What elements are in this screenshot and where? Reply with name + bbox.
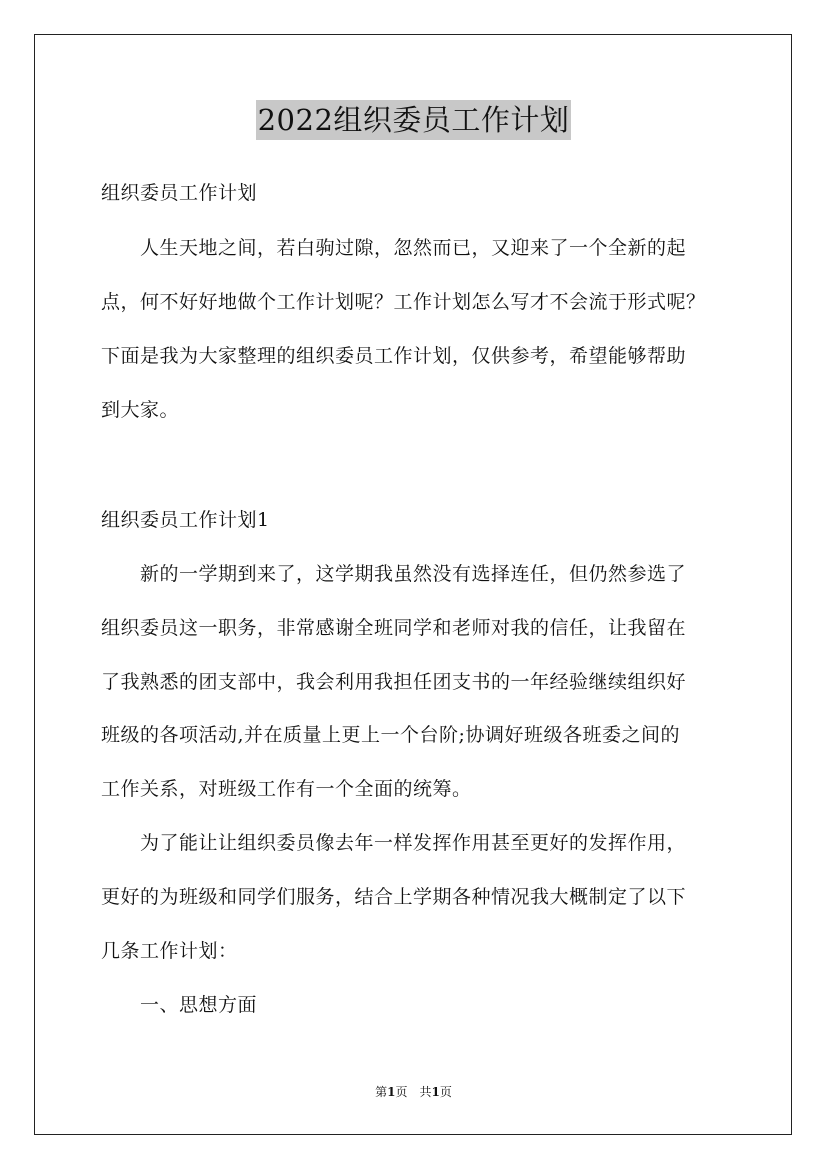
paragraph-line: 为了能让让组织委员像去年一样发挥作用甚至更好的发挥作用， [101, 832, 687, 854]
paragraph-line: 下面是我为大家整理的组织委员工作计划，仅供参考，希望能够帮助 [101, 345, 687, 367]
footer-total-pages: 1 [431, 1085, 440, 1099]
paragraph-line: 组织委员这一职务，非常感谢全班同学和老师对我的信任，让我留在 [101, 617, 687, 639]
paragraph-line: 班级的各项活动,并在质量上更上一个台阶;协调好班级各班委之间的 [101, 724, 680, 746]
section-heading: 组织委员工作计划 [101, 182, 258, 204]
paragraph-line: 到大家。 [101, 399, 180, 421]
page-footer [0, 1084, 827, 1100]
paragraph-line: 新的一学期到来了，这学期我虽然没有选择连任，但仍然参选了 [101, 563, 687, 585]
paragraph-line: 了我熟悉的团支部中，我会利用我担任团支书的一年经验继续组织好 [101, 671, 687, 693]
paragraph-line: 更好的为班级和同学们服务，结合上学期各种情况我大概制定了以下 [101, 886, 687, 908]
subsection-heading: 一、思想方面 [101, 994, 258, 1016]
paragraph-line: 工作关系，对班级工作有一个全面的统筹。 [101, 778, 472, 800]
footer-prefix: 第 [375, 1085, 388, 1099]
title-container [0, 100, 827, 140]
footer-mid: 页 共 [395, 1085, 432, 1099]
paragraph-line: 人生天地之间，若白驹过隙，忽然而已，又迎来了一个全新的起 [101, 237, 687, 259]
paragraph-line: 点，何不好好地做个工作计划呢？工作计划怎么写才不会流于形式呢？ [101, 291, 706, 313]
footer-suffix: 页 [439, 1085, 452, 1099]
paragraph-line: 几条工作计划： [101, 940, 238, 962]
footer-page-number: 1 [387, 1085, 396, 1099]
section-heading: 组织委员工作计划1 [101, 509, 270, 531]
document-title: 2022组织委员工作计划 [256, 100, 572, 140]
